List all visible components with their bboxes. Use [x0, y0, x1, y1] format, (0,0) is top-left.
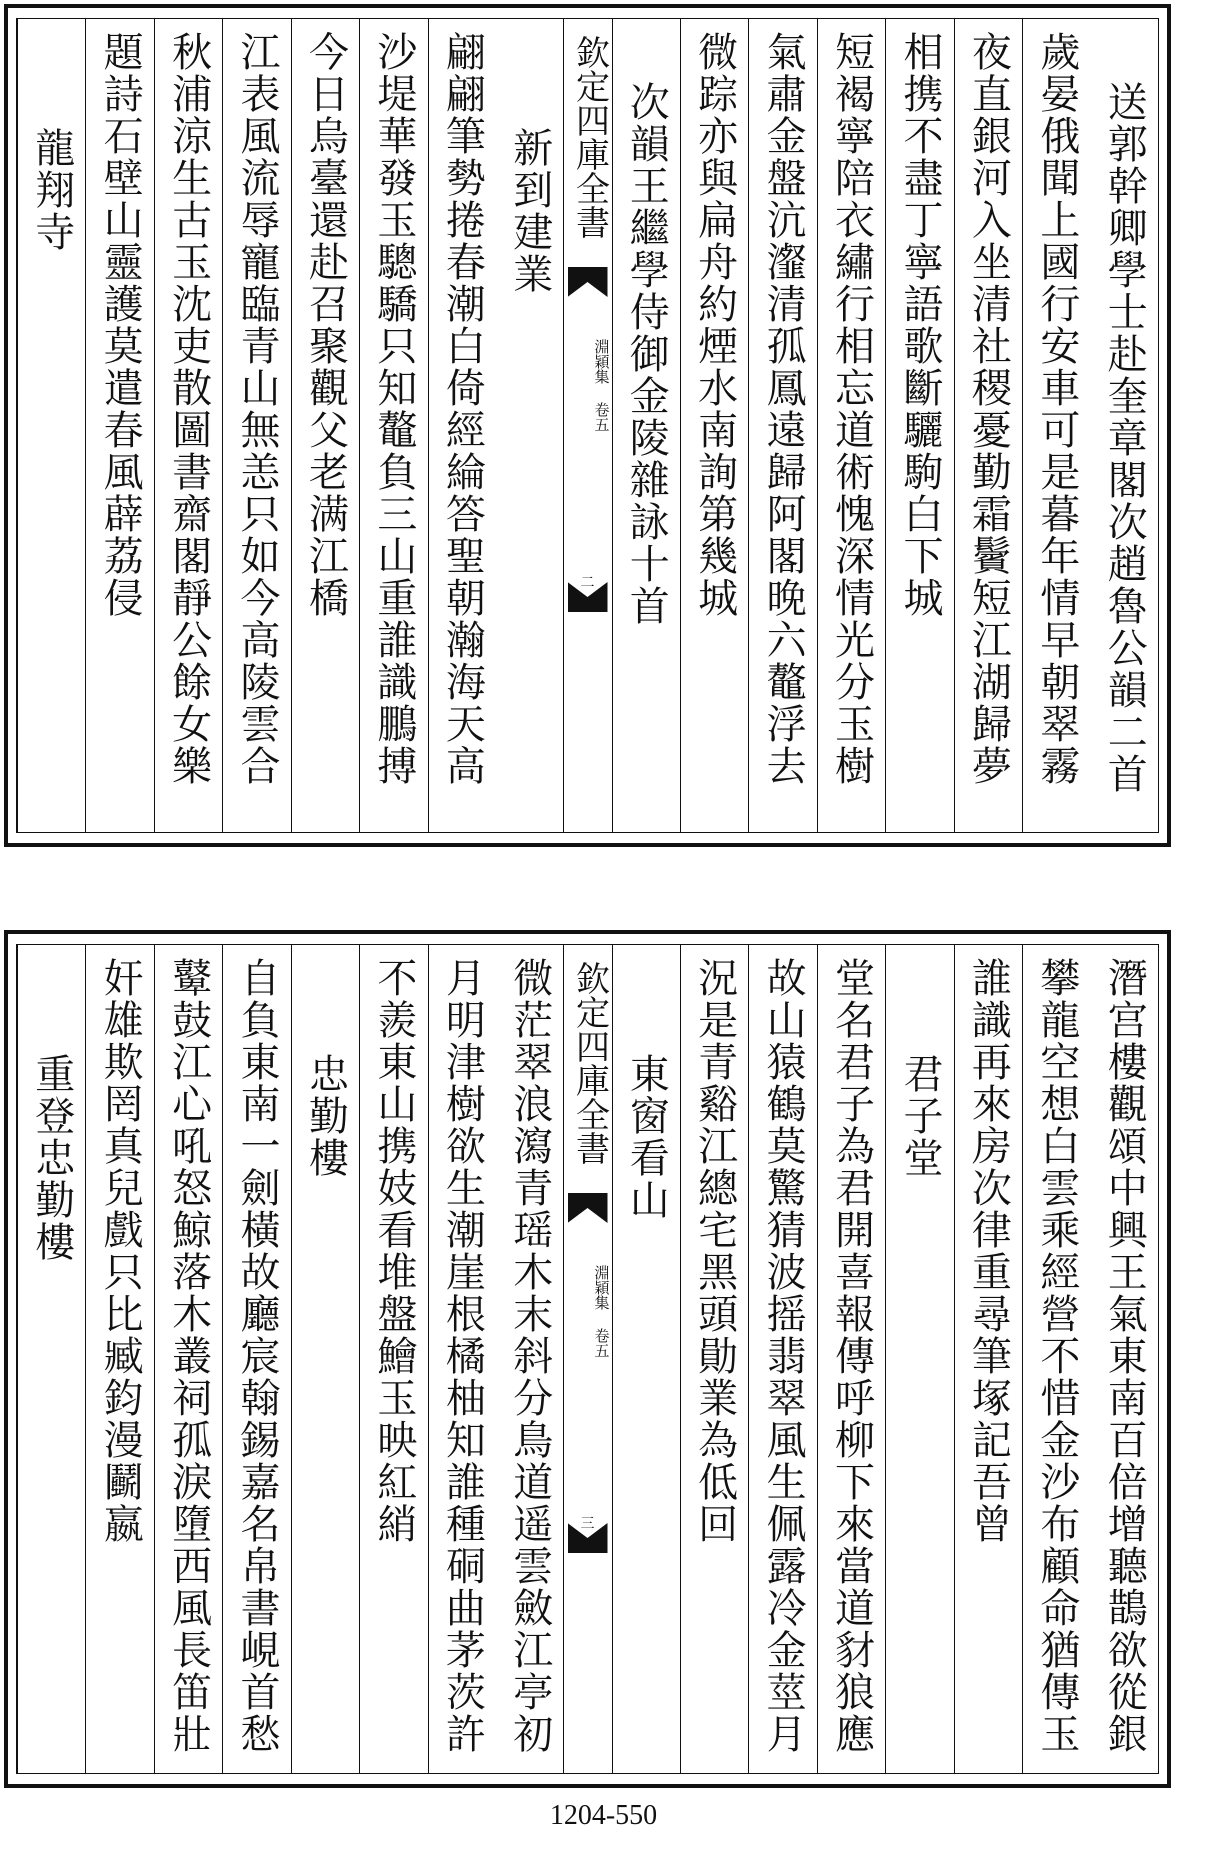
text-column [154, 19, 222, 832]
column-text: 潛宫樓觀頌中興王氣東南百倍增聽鵲欲從銀 [1101, 957, 1148, 1755]
bottom-right-half [612, 945, 1159, 1773]
column-text: 夜直銀河入坐清社稷憂勤霜鬢短江湖歸夢 [965, 31, 1012, 787]
spine-title: 欽定四庫全書 [569, 961, 610, 1165]
column-text: 沙堤華發玉驄驕只知鼇負三山重誰識鵬搏 [370, 31, 417, 787]
column-text: 微茫翠浪瀉青瑶木末斜分鳥道遥雲斂江亭初 [506, 957, 553, 1755]
column-text: 鼙鼓江心吼怒鯨落木叢祠孤淚墮西風長笛壯 [165, 957, 212, 1755]
bottom-page [4, 930, 1171, 1788]
text-column [680, 19, 748, 832]
column-text: 微踪亦與扁舟約煙水南詢第幾城 [691, 31, 738, 619]
spine-page: 三 [580, 1516, 595, 1532]
text-column [154, 945, 222, 1773]
text-column [428, 19, 496, 832]
column-text: 奸雄欺罔真兒戲只比臧鈞漫鬬嬴 [97, 957, 144, 1545]
text-column [748, 945, 816, 1773]
text-column [817, 945, 885, 1773]
text-column [954, 19, 1022, 832]
column-text: 今日烏臺還赴召聚觀父老满江橋 [302, 31, 349, 619]
column-text: 秋浦涼生古玉沈吏散圖書齋閣靜公餘女樂 [165, 31, 212, 787]
spine-volume: 淵穎集 卷五 [592, 339, 611, 432]
text-column [17, 19, 85, 832]
top-page-frame [16, 18, 1159, 833]
column-text: 自負東南一劍橫故廳宸翰錫嘉名帛書峴首愁 [234, 957, 281, 1755]
column-text: 君子堂 [896, 1053, 943, 1179]
column-text: 月明津樹欲生潮崖根橘柚知誰種硐曲茅茨許 [439, 957, 486, 1755]
text-column [885, 19, 953, 832]
text-column [359, 945, 427, 1773]
column-text: 不羨東山携妓看堆盤鱠玉映紅綃 [370, 957, 417, 1545]
text-column [496, 19, 563, 832]
column-text: 氣肅金盤沆瀣清孤鳳遠歸阿閣晚六鼇浮去 [760, 31, 807, 787]
text-column [612, 19, 680, 832]
column-text: 江表風流辱寵臨青山無恙只如今高陵雲合 [234, 31, 281, 787]
top-right-half [612, 19, 1159, 832]
top-page [4, 4, 1171, 847]
column-text: 短褐寧陪衣繡行相忘道術愧深情光分玉樹 [828, 31, 875, 787]
bottom-center-spine [563, 945, 613, 1773]
column-text: 東窗看山 [623, 1053, 670, 1221]
text-column [428, 945, 496, 1773]
fish-tail-mark [568, 1193, 608, 1223]
text-column [612, 945, 680, 1773]
text-column [85, 945, 153, 1773]
column-text: 龍翔寺 [28, 127, 75, 253]
text-column [85, 19, 153, 832]
text-column [680, 945, 748, 1773]
column-text: 題詩石壁山靈護莫遣春風薜荔侵 [97, 31, 144, 619]
text-column [17, 945, 85, 1773]
column-text: 誰識再來房次律重尋筆塚記吾曾 [965, 957, 1012, 1545]
column-text: 相携不盡丁寧語歌斷驪駒白下城 [896, 31, 943, 619]
spine-page: 二 [580, 575, 595, 591]
text-column [359, 19, 427, 832]
column-text: 重登忠勤樓 [28, 1053, 75, 1263]
column-text: 故山猿鶴莫驚猜波摇翡翠風生佩露冷金莖月 [760, 957, 807, 1755]
column-text: 次韻王繼學侍御金陵雜詠十首 [623, 81, 670, 627]
text-column [291, 945, 359, 1773]
text-column [817, 19, 885, 832]
text-column [954, 945, 1022, 1773]
text-column [885, 945, 953, 1773]
column-text: 新到建業 [506, 127, 553, 295]
text-column [222, 945, 290, 1773]
text-column [748, 19, 816, 832]
column-text: 歲晏俄聞上國行安車可是暮年情早朝翠霧 [1033, 31, 1080, 787]
text-column [1091, 945, 1158, 1773]
bottom-page-frame [16, 944, 1159, 1774]
column-text: 翩翩筆勢捲春潮白倚經綸答聖朝瀚海天高 [439, 31, 486, 787]
text-column [496, 945, 563, 1773]
spine-title: 欽定四庫全書 [569, 35, 610, 239]
text-column [1022, 19, 1090, 832]
fish-tail-mark [568, 267, 608, 297]
column-text: 送郭幹卿學士赴奎章閣次趙魯公韻二首 [1101, 81, 1148, 795]
text-column [1091, 19, 1158, 832]
bottom-left-half [17, 945, 564, 1773]
column-text: 堂名君子為君開喜報傳呼柳下來當道豺狼應 [828, 957, 875, 1755]
column-text: 忠勤樓 [302, 1053, 349, 1179]
column-text: 況是青谿江總宅黑頭勛業為低回 [691, 957, 738, 1545]
top-left-half [17, 19, 564, 832]
page-number: 1204-550 [549, 1800, 658, 1831]
top-center-spine [563, 19, 613, 832]
spine-volume: 淵穎集 卷五 [592, 1265, 611, 1358]
text-column [291, 19, 359, 832]
text-column [1022, 945, 1090, 1773]
column-text: 攀龍空想白雲乘經營不惜金沙布顧命猶傳玉 [1033, 957, 1080, 1755]
text-column [222, 19, 290, 832]
